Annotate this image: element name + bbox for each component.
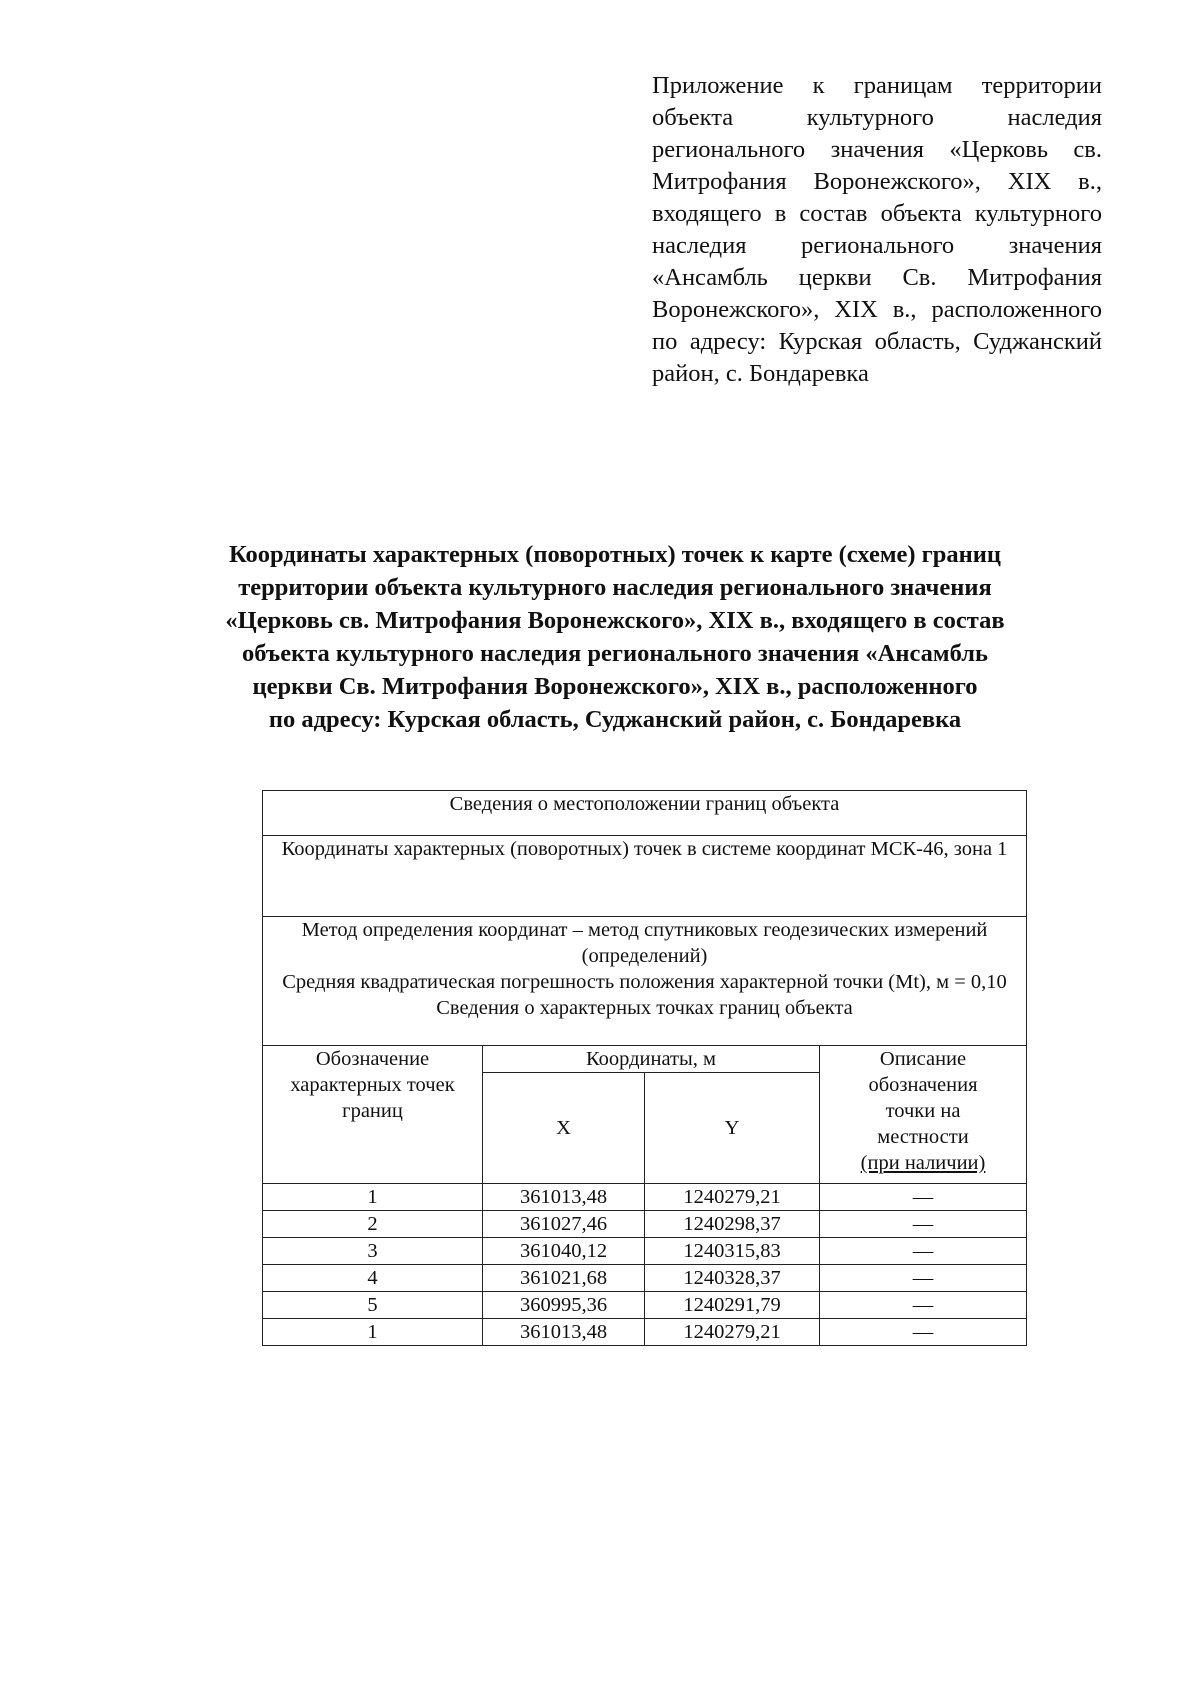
cell-y: 1240298,37 (645, 1211, 820, 1238)
cell-y: 1240328,37 (645, 1265, 820, 1292)
cell-point: 2 (263, 1211, 483, 1238)
section-method (263, 917, 1027, 1046)
cell-desc: — (820, 1292, 1027, 1319)
header-x: X (483, 1073, 645, 1184)
cell-point: 3 (263, 1238, 483, 1265)
cell-y: 1240279,21 (645, 1319, 820, 1346)
cell-x: 361021,68 (483, 1265, 645, 1292)
table-row (263, 1211, 1027, 1238)
cell-x: 361027,46 (483, 1211, 645, 1238)
cell-x: 360995,36 (483, 1292, 645, 1319)
table-row (263, 1319, 1027, 1346)
cell-desc: — (820, 1184, 1027, 1211)
section-location-info: Сведения о местоположении границ объекта (263, 791, 1027, 836)
accuracy-text: Средняя квадратическая погрешность положения характерной точки (Mt), м = 0,10 (282, 971, 1007, 993)
title-line: Координаты характерных (поворотных) точек к карте (схеме) границ (228, 541, 1002, 568)
header-desc-line: местности (877, 1126, 969, 1148)
cell-desc: — (820, 1211, 1027, 1238)
header-point: Обозначение характерных точек границ (263, 1046, 483, 1184)
table-section-row (263, 836, 1027, 917)
cell-y: 1240291,79 (645, 1292, 820, 1319)
header-desc-line: обозначения (868, 1074, 978, 1096)
cell-y: 1240315,83 (645, 1238, 820, 1265)
document-title (150, 538, 1080, 736)
header-description (820, 1046, 1027, 1184)
table-section-row (263, 917, 1027, 1046)
table-row (263, 1238, 1027, 1265)
cell-x: 361013,48 (483, 1184, 645, 1211)
table-section-row (263, 791, 1027, 836)
cell-point: 1 (263, 1319, 483, 1346)
title-line: церкви Св. Митрофания Воронежского», XIX в., расположенного (252, 673, 978, 700)
cell-x: 361013,48 (483, 1319, 645, 1346)
table-header-row (263, 1046, 1027, 1073)
cell-point: 5 (263, 1292, 483, 1319)
header-desc-line: точки на (885, 1100, 961, 1122)
header-y: Y (645, 1073, 820, 1184)
annex-note: Приложение к границам территории объекта культурного наследия регионального значения «Церковь св. Митрофания Воронежского», XIX в., входящего в состав объекта культурного наследия регионального значения «Ансамбль церкви Св. Митрофания Воронежского», XIX в., расположенного по адресу: Курская область, Суджанский район, с. Бондаревка (652, 72, 1102, 387)
cell-desc: — (820, 1319, 1027, 1346)
cell-desc: — (820, 1238, 1027, 1265)
table-row (263, 1292, 1027, 1319)
header-coords: Координаты, м (483, 1046, 820, 1073)
section-coordinate-system: Координаты характерных (поворотных) точек в системе координат МСК-46, зона 1 (263, 836, 1027, 917)
header-desc-line: (при наличии) (860, 1152, 986, 1174)
coordinates-table (262, 790, 1027, 1346)
title-line: территории объекта культурного наследия регионального значения (238, 574, 992, 601)
title-line: объекта культурного наследия регионального значения «Ансамбль (242, 640, 988, 667)
title-line: «Церковь св. Митрофания Воронежского», XIX в., входящего в состав (225, 607, 1005, 634)
header-desc-line: Описание (879, 1048, 967, 1070)
cell-point: 4 (263, 1265, 483, 1292)
points-info-text: Сведения о характерных точках границ объекта (436, 997, 853, 1019)
cell-desc: — (820, 1265, 1027, 1292)
cell-x: 361040,12 (483, 1238, 645, 1265)
cell-point: 1 (263, 1184, 483, 1211)
cell-y: 1240279,21 (645, 1184, 820, 1211)
table-row (263, 1265, 1027, 1292)
table-row (263, 1184, 1027, 1211)
method-text: Метод определения координат – метод спутниковых геодезических измерений (определений) (301, 919, 988, 967)
title-line: по адресу: Курская область, Суджанский район, с. Бондаревка (268, 706, 962, 733)
